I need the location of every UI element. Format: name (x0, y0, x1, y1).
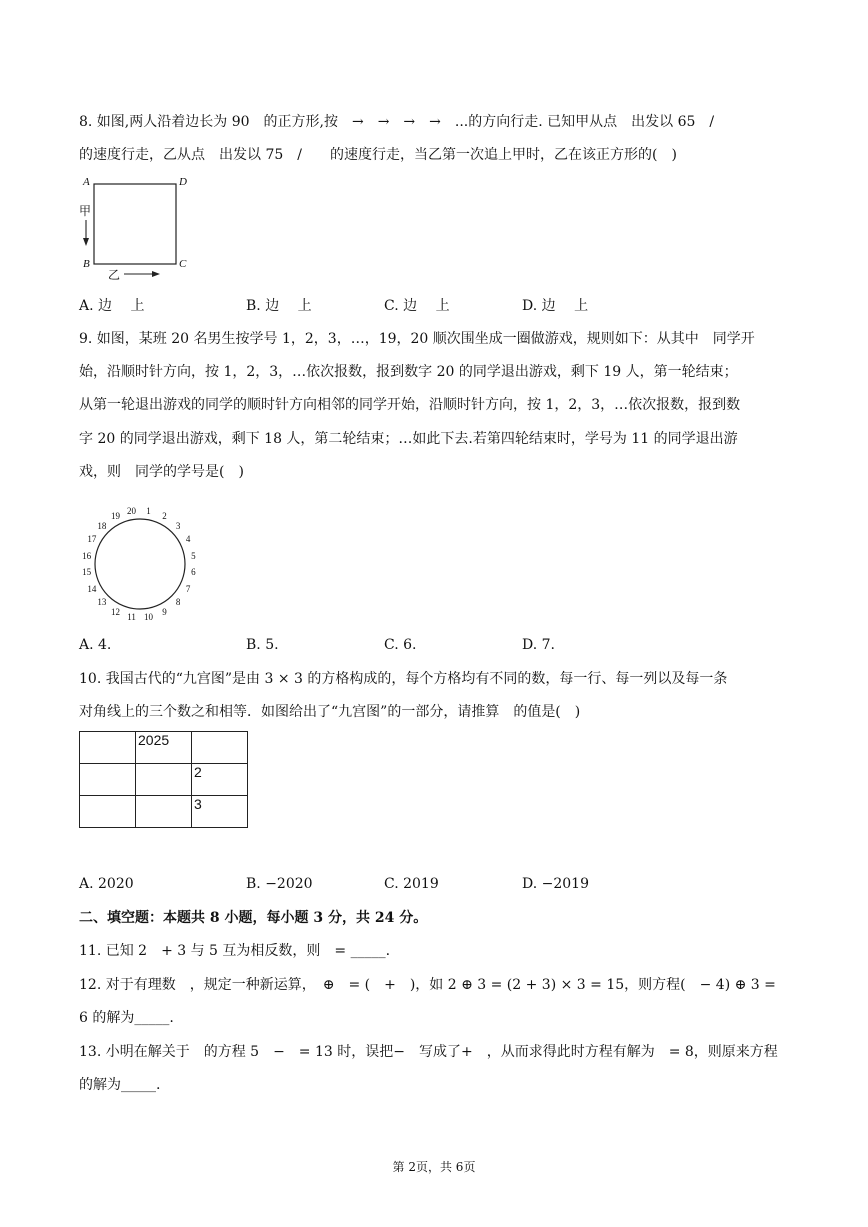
grid-row (80, 764, 248, 796)
vertex-label-c: C (179, 258, 187, 270)
seat-number-18: 18 (97, 520, 107, 531)
seat-number-19: 19 (110, 510, 120, 521)
seat-number-10: 10 (143, 612, 153, 623)
q9-line-5: 戏，则 同学的学号是( ) (79, 464, 244, 480)
walker-jia-label: 甲 (79, 204, 92, 218)
vertex-label-b: B (83, 258, 90, 270)
q9-circle-figure (78, 504, 198, 622)
q9-option-c: C. 6. (384, 637, 417, 653)
q9-line-4: 字 20 的同学退出游戏，剩下 18 人，第二轮结束；…如此下去.若第四轮结束时，学号为 11 的同学退出游 (79, 431, 738, 447)
seating-circle (95, 519, 185, 609)
grid-cell (80, 796, 136, 828)
q8-line-1: 8. 如图,两人沿着边长为 90 的正方形,按 → → → → ...的方向行走. 已知甲从点 出发以 65 / (79, 114, 715, 130)
q9-option-b: B. 5. (246, 637, 279, 653)
grid-cell (80, 732, 136, 764)
q8-option-c: C. 边 上 (384, 298, 450, 314)
q8-option-d: D. 边 上 (522, 298, 589, 314)
grid-cell: 2 (192, 764, 248, 796)
grid-cell (80, 764, 136, 796)
grid-cell (136, 796, 192, 828)
grid-cell: 2025 (136, 732, 192, 764)
seat-number-9: 9 (162, 607, 167, 618)
q9-line-3: 从第一轮退出游戏的同学的顺时针方向相邻的同学开始，沿顺时针方向，按 1，2，3，…依次报数，报到数 (79, 397, 741, 413)
vertex-label-d: D (179, 176, 187, 188)
seat-number-15: 15 (82, 567, 92, 578)
q10-option-a: A. 2020 (79, 876, 134, 892)
section-2-title: 二、填空题：本题共 8 小题，每小题 3 分，共 24 分。 (79, 910, 428, 926)
q9-line-1: 9. 如图，某班 20 名男生按学号 1，2，3，…，19，20 顺次围坐成一圈做游戏，规则如下：从其中 同学开 (79, 331, 755, 347)
q11-line-1: 11. 已知 2 + 3 与 5 互为相反数，则 = _____. (79, 943, 391, 959)
seat-number-1: 1 (146, 505, 151, 516)
q9-option-a: A. 4. (79, 637, 112, 653)
seat-number-12: 12 (110, 607, 120, 618)
q10-option-b: B. −2020 (246, 876, 313, 892)
seat-number-8: 8 (175, 597, 181, 608)
jia-arrow-head (83, 238, 89, 246)
q10-option-d: D. −2019 (522, 876, 589, 892)
grid-cell: 3 (192, 796, 248, 828)
vertex-label-a: A (83, 176, 90, 188)
q8-square-figure (78, 174, 198, 284)
seat-number-13: 13 (97, 597, 107, 608)
q9-option-d: D. 7. (522, 637, 555, 653)
q10-line-2: 对角线上的三个数之和相等．如图给出了“九宫图”的一部分，请推算 的值是( ) (79, 704, 581, 720)
seat-number-6: 6 (191, 567, 196, 578)
seat-number-14: 14 (87, 583, 97, 594)
grid-row (80, 796, 248, 828)
seat-number-16: 16 (82, 550, 92, 561)
seat-number-5: 5 (191, 550, 196, 561)
walker-yi-label: 乙 (108, 268, 121, 282)
q10-line-1: 10. 我国古代的“九宫图”是由 3 × 3 的方格构成的，每个方格均有不同的数，每一行、每一列以及每一条 (79, 671, 728, 687)
seat-number-2: 2 (162, 510, 167, 521)
page-footer: 第 2页，共 6页 (392, 1160, 476, 1174)
square-outline (94, 184, 176, 264)
grid-cell (192, 732, 248, 764)
magic-square-grid (79, 731, 248, 828)
seat-number-7: 7 (185, 583, 191, 594)
grid-row (80, 732, 248, 764)
q13-line-1: 13. 小明在解关于 的方程 5 − = 13 时，误把− 写成了+ ，从而求得此时方程有解为 = 8，则原来方程 (79, 1044, 778, 1060)
yi-arrow-head (152, 271, 160, 277)
seat-number-11: 11 (127, 612, 136, 623)
q8-option-a: A. 边 上 (79, 298, 145, 314)
q9-line-2: 始，沿顺时针方向，按 1，2，3，…依次报数，报到数字 20 的同学退出游戏，剩下 19 人，第一轮结束； (79, 364, 738, 380)
seat-number-3: 3 (175, 520, 181, 531)
q12-line-1: 12. 对于有理数 ，规定一种新运算， ⊕ = ( + )，如 2 ⊕ 3 = (2 + 3) × 3 = 15，则方程( − 4) ⊕ 3 = (79, 977, 776, 993)
grid-cell (136, 764, 192, 796)
seat-number-4: 4 (185, 534, 191, 545)
seat-number-17: 17 (87, 534, 97, 545)
q13-line-2: 的解为_____. (79, 1077, 161, 1093)
seat-number-20: 20 (127, 505, 137, 516)
q8-line-2: 的速度行走，乙从点 出发以 75 / 的速度行走，当乙第一次追上甲时，乙在该正方形的( ) (79, 147, 677, 163)
q10-option-c: C. 2019 (384, 876, 439, 892)
q8-option-b: B. 边 上 (246, 298, 312, 314)
q12-line-2: 6 的解为_____. (79, 1010, 174, 1026)
